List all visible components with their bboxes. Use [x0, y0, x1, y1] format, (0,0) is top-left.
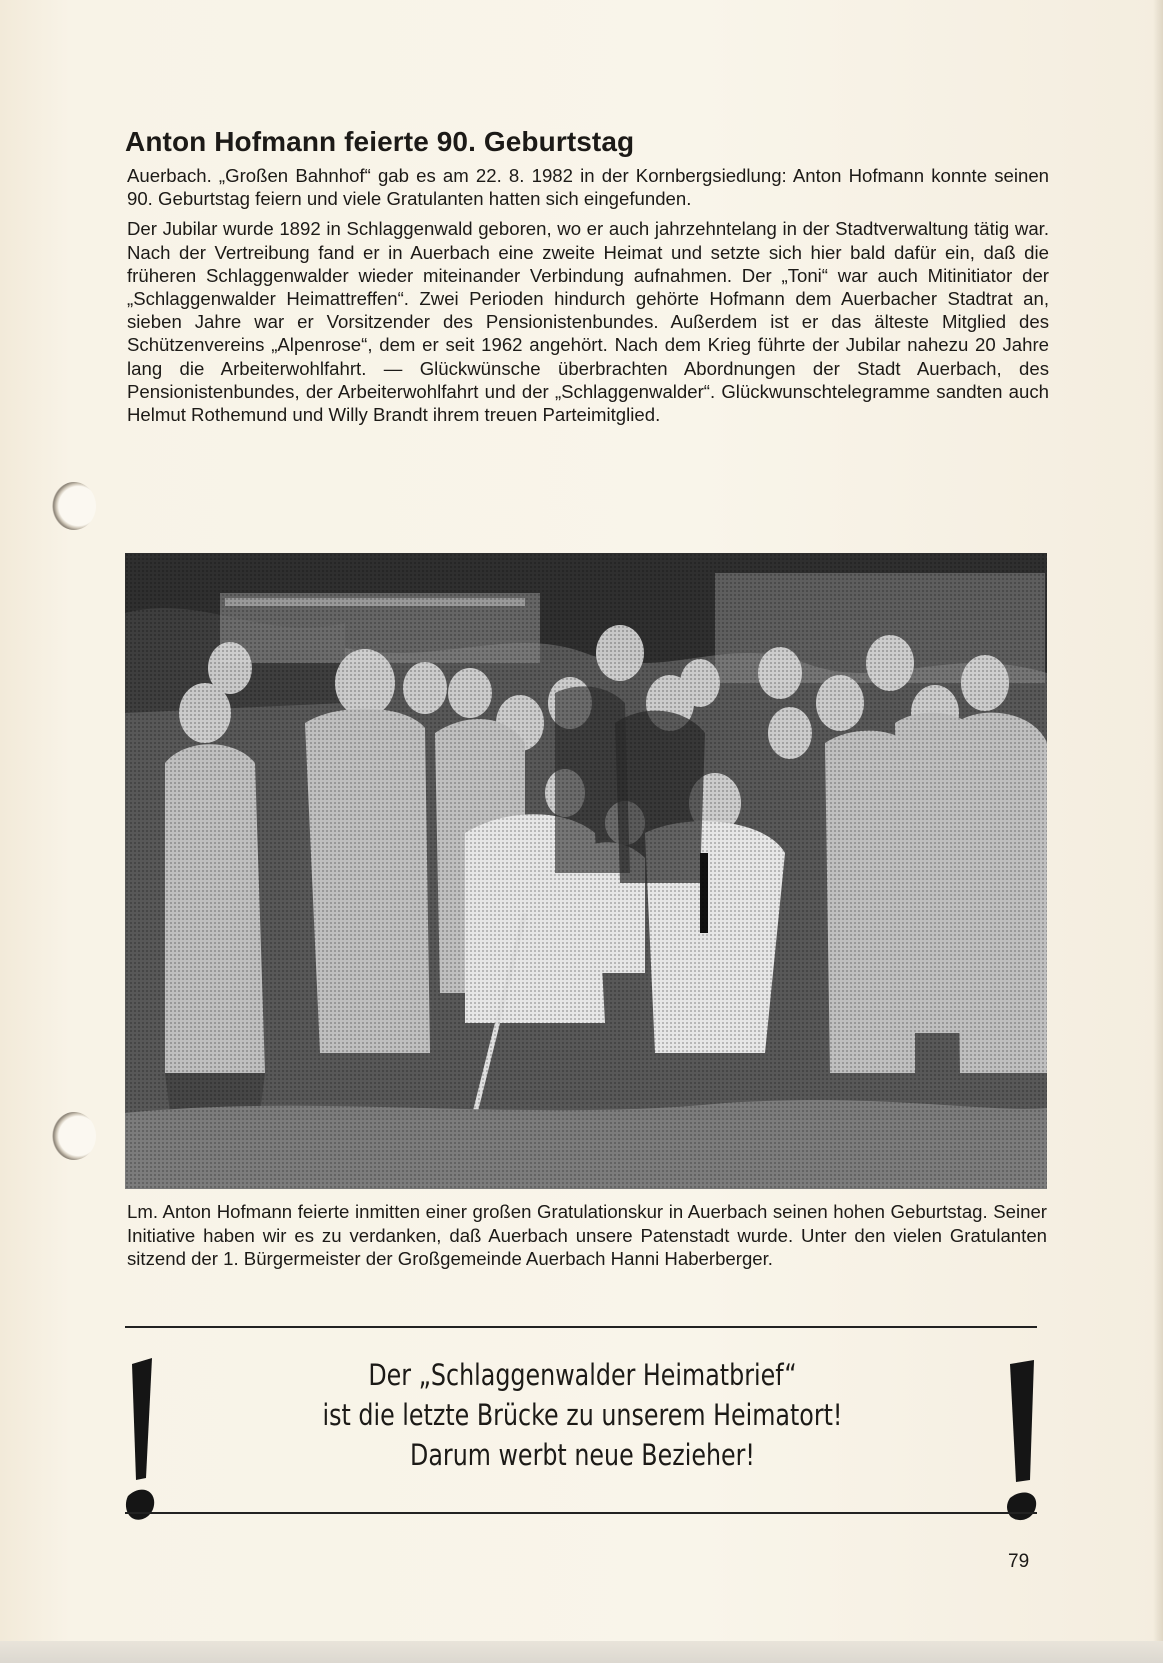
photo-caption: Lm. Anton Hofmann feierte inmitten einer großen Gratulationskur in Auerbach seinen hohen Geburtstag. Seiner Initiative haben wir es zu verdanken, daß Auerbach unsere Patenstadt wurde. Unter den vielen Gratulanten sitzend der 1. Bürgermeister der Großgemeinde Auerbach Hanni Haberberger. [127, 1201, 1047, 1269]
group-photo [125, 553, 1047, 1189]
slogan-line-2: ist die letzte Brücke zu unserem Heimatort! [322, 1398, 843, 1432]
exclamation-left-icon [118, 1358, 162, 1526]
slogan [257, 1355, 909, 1475]
punch-hole-top [52, 482, 96, 530]
slogan-line-3: Darum werbt neue Bezieher! [410, 1438, 755, 1472]
slogan-top-rule [125, 1326, 1037, 1328]
slogan-bottom-rule [125, 1512, 1037, 1514]
punch-hole-bottom [52, 1112, 96, 1160]
article-title: Anton Hofmann feierte 90. Geburtstag [125, 126, 635, 157]
article-body [127, 164, 1049, 433]
article-paragraph-2: Der Jubilar wurde 1892 in Schlaggenwald geboren, wo er auch jahrzehntelang in der Stadtverwaltung tätig war. Nach der Vertreibung fand er in Auerbach eine zweite Heimat und setzte sich hier bald dafür ein, daß die früheren Schlaggenwalder wieder miteinander Verbindung aufnahmen. Der „Toni“ war auch Mitinitiator der „Schlaggenwalder Heimattreffen“. Zwei Perioden hindurch gehörte Hofmann dem Auerbacher Stadtrat an, sieben Jahre war er Vorsitzender des Pensionistenbundes. Außerdem ist er das älteste Mitglied des Schützenvereins „Alpenrose“, dem er seit 1962 angehört. Nach dem Krieg führte der Jubilar nahezu 20 Jahre lang die Arbeiterwohlfahrt. — Glückwünsche überbrachten Abordnungen der Stadt Auerbach, des Pensionistenbundes, der Arbeiterwohlfahrt und der „Schlaggenwalder“. Glückwunschtelegramme sandten auch Helmut Rothemund und Willy Brandt ihrem treuen Parteimitglied. [127, 218, 1049, 426]
exclamation-right-icon [1000, 1358, 1044, 1526]
slogan-line-1: Der „Schlaggenwalder Heimatbrief“ [368, 1358, 797, 1392]
scan-bottom-strip [0, 1641, 1163, 1663]
page-number: 79 [1008, 1551, 1030, 1572]
article-paragraph-1: Auerbach. „Großen Bahnhof“ gab es am 22. 8. 1982 in der Kornbergsiedlung: Anton Hofmann konnte seinen 90. Geburtstag feiern und viele Gratulanten hatten sich eingefunden. [127, 165, 1049, 210]
group-photo-illustration [125, 553, 1047, 1189]
page-edge-shadow [1153, 0, 1163, 1663]
